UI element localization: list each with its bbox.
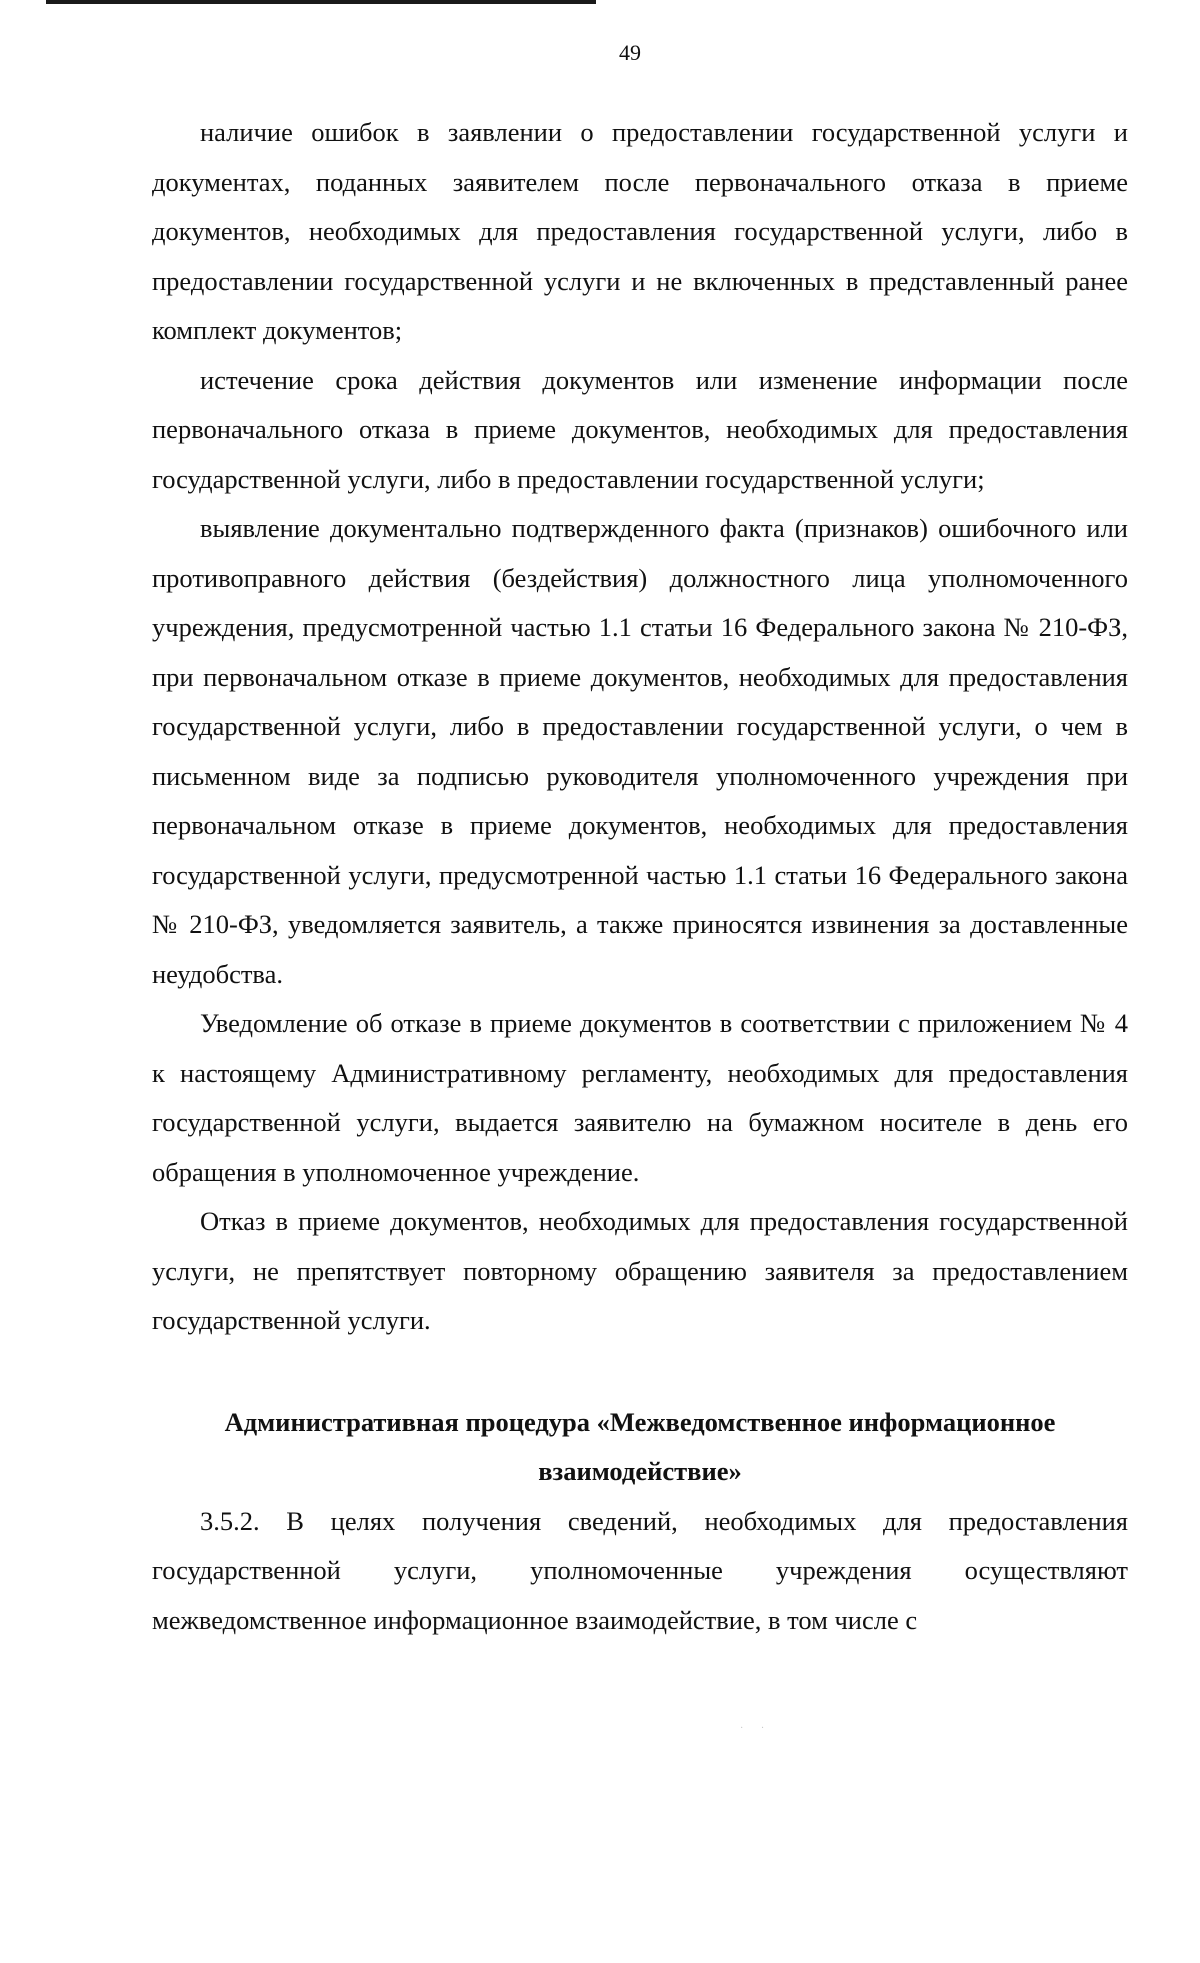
paragraph-expiry: истечение срока действия документов или изменение информации после первоначального отказа в приеме документов, необходимых для предоставления государственной услуги, либо в предоставлении государственной услуги; bbox=[152, 364, 1128, 494]
section-heading: Административная процедура «Межведомственное информационное взаимодействие» bbox=[224, 1406, 1056, 1486]
paragraph-errors: наличие ошибок в заявлении о предоставлении государственной услуги и документах, поданных заявителем после первоначального отказа в приеме документов, необходимых для предоставления государственной услуги, либо в предоставлении государственной услуги и не включенных в представленный ранее комплект документов; bbox=[152, 117, 1128, 345]
paragraph-refusal: Отказ в приеме документов, необходимых для предоставления государственной услуги, не препятствует повторному обращению заявителя за предоставлением государственной услуги. bbox=[152, 1206, 1128, 1335]
scan-edge-line bbox=[46, 0, 596, 4]
document-body bbox=[152, 108, 1128, 1645]
page-number: 49 bbox=[619, 40, 641, 65]
scan-artifact: · · bbox=[740, 1723, 765, 1734]
paragraph-notification: Уведомление об отказе в приеме документов в соответствии с приложением № 4 к настоящему Административному регламенту, необходимых для предоставления государственной услуги, выдается заявителю на бумажном носителе в день его обращения в уполномоченное учреждение. bbox=[152, 1008, 1128, 1187]
paragraph-misconduct: выявление документально подтвержденного факта (признаков) ошибочного или противоправного действия (бездействия) должностного лица уполномоченного учреждения, предусмотренной частью 1.1 статьи 16 Федерального закона № 210-ФЗ, при первоначальном отказе в приеме документов, необходимых для предоставления государственной услуги, либо в предоставлении государственной услуги, о чем в письменном виде за подписью руководителя уполномоченного учреждения при первоначальном отказе в приеме документов, необходимых для предоставления государственной услуги, предусмотренной частью 1.1 статьи 16 Федерального закона № 210-ФЗ, уведомляется заявитель, а также приносятся извинения за доставленные неудобства. bbox=[152, 513, 1128, 989]
paragraph-3-5-2: 3.5.2. В целях получения сведений, необходимых для предоставления государственной услуги, уполномоченные учреждения осуществляют межведомственное информационное взаимодействие, в том числе с bbox=[152, 1505, 1128, 1635]
